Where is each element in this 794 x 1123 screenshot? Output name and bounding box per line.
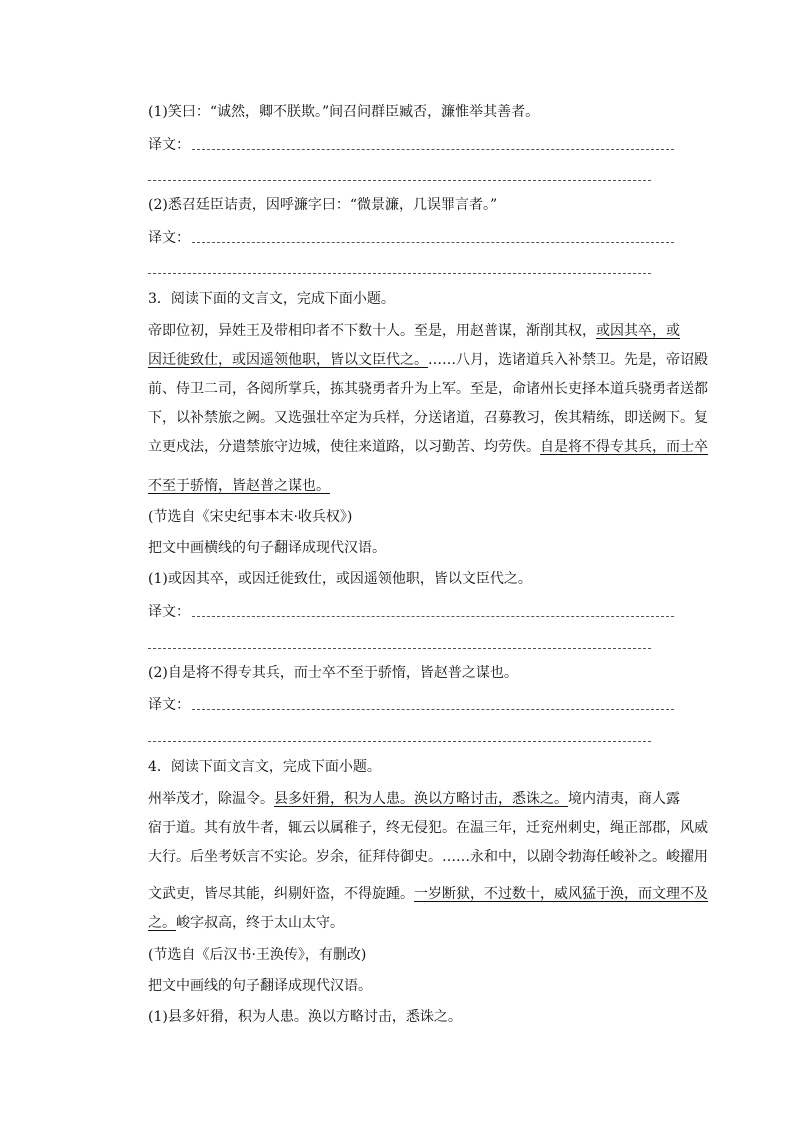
underlined-sentence: 自是将不得专其兵，而士卒: [540, 439, 708, 455]
dotted-answer-line: [192, 149, 674, 150]
q3-source: (节选自《宋史纪事本末·收兵权》): [148, 509, 353, 525]
passage-text: 立更戍法，分遣禁旅守边城，使往来道路，以习勤苦、均劳佚。: [148, 439, 540, 455]
passage-text: 州举茂才，除温令。: [148, 791, 274, 807]
passage-text: ……八月，选诸道兵入补禁卫。先是，帝诏殿: [428, 352, 708, 368]
underlined-sentence: 县多奸猾，积为人患。涣以方略讨击，悉诛之。: [274, 791, 568, 807]
q4-item-1: (1)县多奸猾，积为人患。涣以方略讨击，悉诛之。: [148, 1009, 462, 1025]
underlined-sentence: 因迁徙致仕，或因遥领他职，皆以文臣代之。: [148, 352, 428, 368]
q2-answer-1-line[interactable]: [148, 134, 674, 156]
q3-answer-1-line[interactable]: [148, 601, 674, 623]
passage-text: 文武吏，皆尽其能，纠剔奸盗，不得旋踵。: [148, 886, 414, 902]
q3-instruction: 把文中画横线的句子翻译成现代汉语。: [148, 540, 386, 556]
q4-passage-line: [148, 883, 708, 905]
translation-label: 译文：: [148, 230, 190, 246]
q3-passage-line: [148, 475, 330, 497]
q4-heading: 4．阅读下面文言文，完成下面小题。: [148, 759, 381, 775]
dotted-answer-line: [192, 709, 674, 710]
passage-text: 峻字叔高，终于太山太守。: [176, 915, 344, 931]
q2-answer-2-line[interactable]: [148, 227, 674, 249]
q4-passage-line: [148, 788, 680, 810]
q2-item-2: (2)悉召廷臣诘责，因呼濂字曰：“微景濂，几误罪言者。”: [148, 197, 498, 213]
q4-source: (节选自《后汉书·王涣传》，有删改): [148, 947, 367, 963]
passage-text: 境内清夷，商人露: [568, 791, 680, 807]
dotted-answer-line: [192, 616, 674, 617]
q3-item-1: (1)或因其卒，或因迁徙致仕，或因遥领他职，皆以文臣代之。: [148, 571, 532, 587]
q4-passage-line: [148, 912, 344, 934]
passage-text: 帝即位初，异姓王及带相印者不下数十人。至是，用赵普谋，渐削其权，: [148, 323, 596, 339]
q4-passage-line: 大行。后坐考妖言不实论。岁余，征拜侍御史。……永和中，以剧令勃海任峻补之。峻擢用: [148, 849, 708, 865]
q3-passage-line: [148, 349, 708, 371]
underlined-sentence: 之。: [148, 915, 176, 931]
q3-passage-line: 前、侍卫二司，各阅所掌兵，拣其骁勇者升为上军。至是，命诸州长吏择本道兵骁勇者送都: [148, 381, 708, 397]
q3-passage-line: 下，以补禁旅之阙。又选强壮卒定为兵样，分送诸道，召募教习，俟其精练，即送阙下。复: [148, 410, 708, 426]
underlined-sentence: 不至于骄惰，皆赵普之谋也。: [148, 478, 330, 494]
q4-instruction: 把文中画线的句子翻译成现代汉语。: [148, 978, 372, 994]
dotted-answer-line: [148, 741, 651, 742]
q2-item-1: (1)笑曰：“诚然，卿不朕欺。”间召问群臣臧否，濂惟举其善者。: [148, 104, 540, 120]
q3-passage-line: [148, 320, 680, 342]
underlined-sentence: 或因其卒，或: [596, 323, 680, 339]
q3-heading: 3．阅读下面的文言文，完成下面小题。: [148, 291, 395, 307]
q3-passage-line: [148, 436, 708, 458]
underlined-sentence: 一岁断狱，不过数十，威风猛于涣，而文理不及: [414, 886, 708, 902]
dotted-answer-line: [148, 648, 651, 649]
translation-label: 译文：: [148, 604, 190, 620]
q3-item-2: (2)自是将不得专其兵，而士卒不至于骄惰，皆赵普之谋也。: [148, 665, 518, 681]
translation-label: 译文：: [148, 697, 190, 713]
q4-passage-line: 宿于道。其有放牛者，辄云以属稚子，终无侵犯。在温三年，迁兖州刺史，绳正部郡，风威: [148, 820, 708, 836]
dotted-answer-line: [192, 242, 674, 243]
q3-answer-2-line[interactable]: [148, 694, 674, 716]
translation-label: 译文：: [148, 137, 190, 153]
dotted-answer-line: [148, 180, 651, 181]
dotted-answer-line: [148, 273, 651, 274]
